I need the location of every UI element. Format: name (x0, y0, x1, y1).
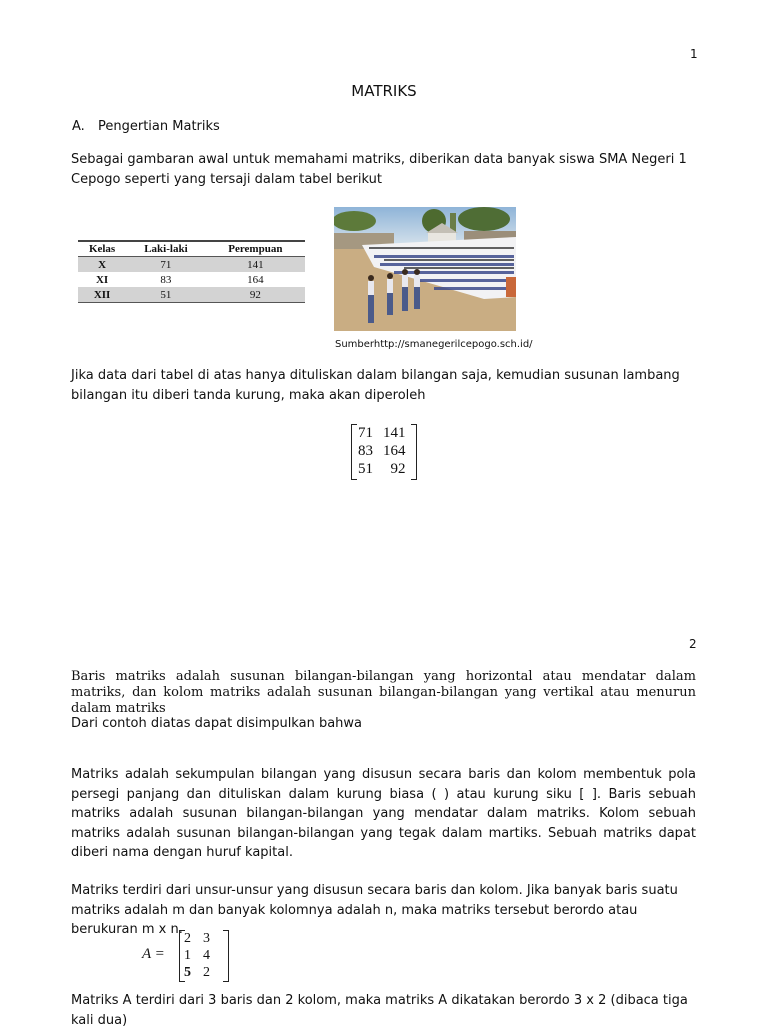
conclusion-intro: Dari contoh diatas dapat disimpulkan bahwa (71, 716, 363, 731)
table-cell: 83 (160, 273, 172, 286)
matrix-row (180, 930, 214, 947)
matrix-cell: 1 (184, 947, 191, 963)
table-cell: 92 (206, 287, 305, 303)
section-title: Pengertian Matriks (98, 119, 220, 134)
photo-caption: Sumberhttp://smanegerilcepogo.sch.id/ (335, 339, 533, 350)
paragraph-2: Jika data dari tabel di atas hanya dituliskan dalam bilangan saja, kemudian susunan lambang bilangan itu diberi tanda kurung, maka akan diperoleh (71, 368, 680, 403)
table-header: Kelas (78, 241, 126, 257)
matrix-cell: 141 (383, 424, 406, 441)
table-cell: X (78, 257, 126, 273)
table-row (78, 272, 305, 287)
page-title: MATRIKS (351, 82, 417, 100)
ordo-paragraph: Matriks terdiri dari unsur-unsur yang disusun secara baris dan kolom. Jika banyak baris suatu matriks adalah m dan banyak kolomnya adalah n, maka matriks tersebut berordo atau berukuran m x n. (71, 883, 678, 937)
matrix-label: A = (142, 946, 165, 962)
matrix-a (179, 930, 229, 982)
table-row (78, 257, 305, 273)
right-bracket (411, 424, 417, 480)
school-assembly-photo (334, 207, 516, 331)
student-table (78, 240, 305, 303)
table-cell: 141 (206, 257, 305, 273)
matrix-cell: 4 (203, 947, 210, 963)
matrix-cell: 71 (358, 424, 373, 441)
matrix-row (180, 947, 214, 964)
table-row (78, 287, 305, 303)
matrix-row (180, 964, 214, 981)
matrix-row (353, 424, 411, 442)
matrix-cell: 164 (383, 442, 406, 459)
table-cell: XI (95, 273, 109, 286)
matrix-cell: 2 (184, 930, 191, 946)
matrix-cell: 92 (390, 460, 406, 477)
table-header: Laki-laki (126, 241, 206, 257)
matrix-row (353, 442, 411, 460)
closing-paragraph: Matriks A terdiri dari 3 baris dan 2 kolom, maka matriks A dikatakan berordo 3 x 2 (dibaca tiga kali dua) (71, 993, 688, 1028)
table-header: Perempuan (206, 241, 305, 257)
matrix-row (353, 460, 411, 478)
matrix-cell: 3 (203, 930, 210, 946)
baris-kolom-paragraph: Baris matriks adalah susunan bilangan-bilangan yang horizontal atau mendatar dalam matriks, dan kolom matriks adalah susunan bilangan-bilangan yang vertikal atau menurun dalam matriks (71, 669, 696, 716)
data-matrix (351, 424, 417, 480)
intro-paragraph: Sebagai gambaran awal untuk memahami matriks, diberikan data banyak siswa SMA Negeri 1 Cepogo seperti yang tersaji dalam tabel berikut (71, 152, 687, 187)
table-header-row (78, 241, 305, 257)
matrix-cell: 83 (358, 442, 373, 459)
page-number: 2 (689, 637, 697, 651)
page-number: 1 (690, 47, 698, 61)
section-letter: A. (72, 119, 85, 134)
table-cell: 164 (247, 273, 264, 286)
table-cell: XII (78, 287, 126, 303)
matrix-cell: 51 (358, 460, 373, 477)
right-bracket (223, 930, 229, 982)
table-cell: 71 (126, 257, 206, 273)
matrix-cell: 2 (203, 964, 210, 980)
table-cell: 51 (126, 287, 206, 303)
definition-paragraph: Matriks adalah sekumpulan bilangan yang disusun secara baris dan kolom membentuk pola persegi panjang dan dituliskan dalam kurung biasa ( ) atau kurung siku [ ]. Baris sebuah matriks adalah susunan bilangan-bilangan yang mendatar dalam matriks. Kolom sebuah matriks adalah susunan bilangan-bilangan yang tegak dalam martiks. Sebuah matriks dapat diberi nama dengan huruf kapital. (71, 767, 696, 860)
matrix-cell: 5 (184, 964, 191, 980)
